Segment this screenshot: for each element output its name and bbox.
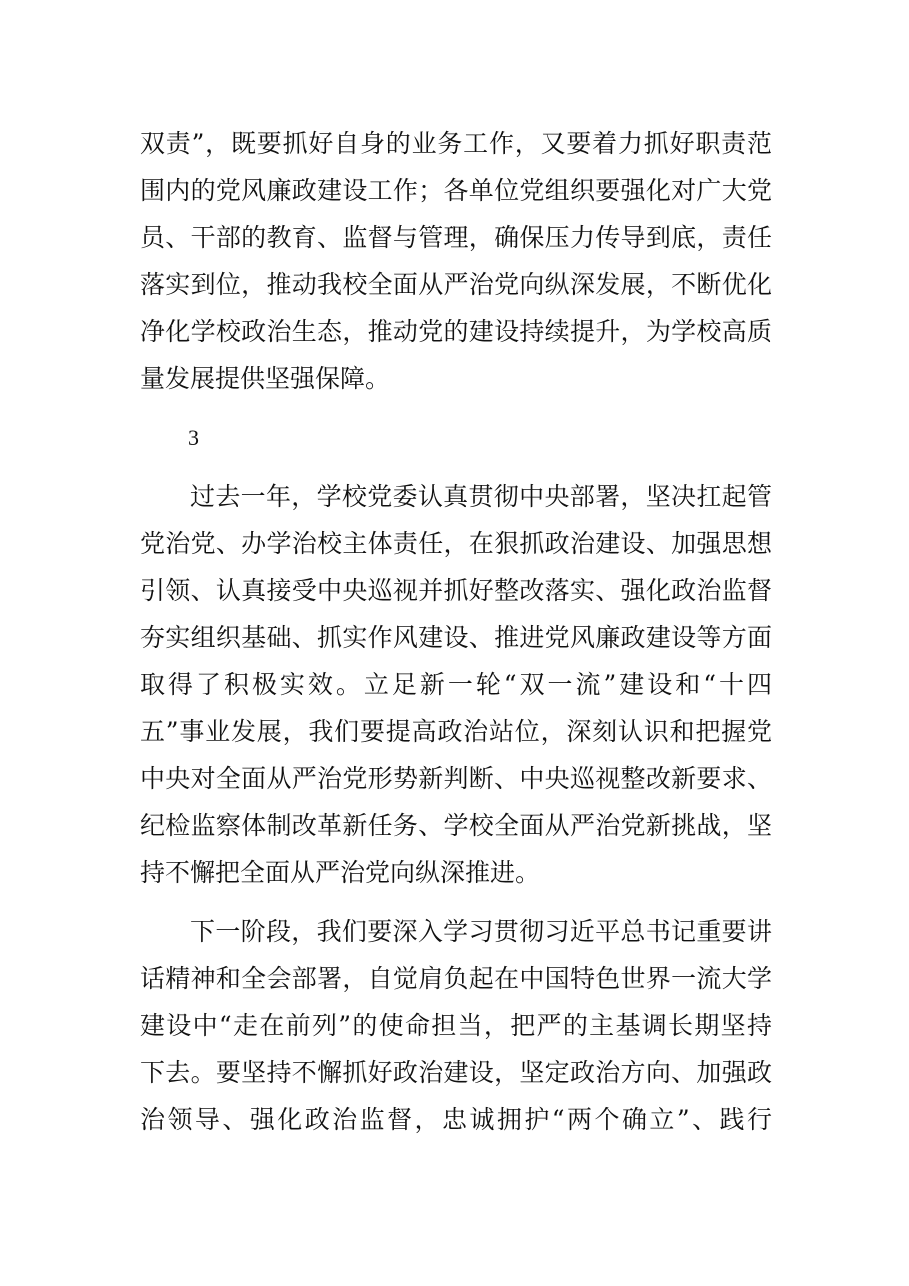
- text-line: 中央对全面从严治党形势新判断、中央巡视整改新要求、: [140, 764, 772, 793]
- text-line: 纪检监察体制改革新任务、学校全面从严治党新挑战，坚: [140, 811, 772, 840]
- text-line: 员、干部的教育、监督与管理，确保压力传导到底，责任: [140, 223, 772, 252]
- text-line: 围内的党风廉政建设工作；各单位党组织要强化对广大党: [140, 176, 772, 205]
- paragraph-continuation: [140, 120, 772, 402]
- text-line: 话精神和全会部署，自觉肩负起在中国特色世界一流大学: [140, 964, 772, 993]
- text-line: 建设中“走在前列”的使命担当，把严的主基调长期坚持: [140, 1011, 772, 1040]
- paragraph-past-year: [140, 473, 772, 896]
- text-line: 党治党、办学治校主体责任，在狠抓政治建设、加强思想: [140, 529, 772, 558]
- section-number-text: 3: [188, 425, 199, 450]
- text-line: 双责”，既要抓好自身的业务工作，又要着力抓好职责范: [140, 129, 772, 158]
- document-body: [140, 120, 772, 1143]
- text-line: 下一阶段，我们要深入学习贯彻习近平总书记重要讲: [190, 917, 772, 946]
- text-line: 治领导、强化政治监督，忠诚拥护“两个确立”、践行: [140, 1105, 772, 1134]
- text-line: 下去。要坚持不懈抓好政治建设，坚定政治方向、加强政: [140, 1058, 772, 1087]
- section-number: [140, 414, 772, 461]
- text-line: 持不懈把全面从严治党向纵深推进。: [140, 858, 541, 887]
- text-line: 量发展提供坚强保障。: [140, 364, 391, 393]
- text-line: 落实到位，推动我校全面从严治党向纵深发展，不断优化: [140, 270, 772, 299]
- text-line: 取得了积极实效。立足新一轮“双一流”建设和“十四: [140, 670, 772, 699]
- text-line: 净化学校政治生态，推动党的建设持续提升，为学校高质: [140, 317, 772, 346]
- text-line: 过去一年，学校党委认真贯彻中央部署，坚决扛起管: [190, 482, 772, 511]
- text-line: 五”事业发展，我们要提高政治站位，深刻认识和把握党: [140, 717, 772, 746]
- text-line: 引领、认真接受中央巡视并抓好整改落实、强化政治监督: [140, 576, 772, 605]
- paragraph-next-stage: [140, 908, 772, 1143]
- text-line: 夯实组织基础、抓实作风建设、推进党风廉政建设等方面: [140, 623, 772, 652]
